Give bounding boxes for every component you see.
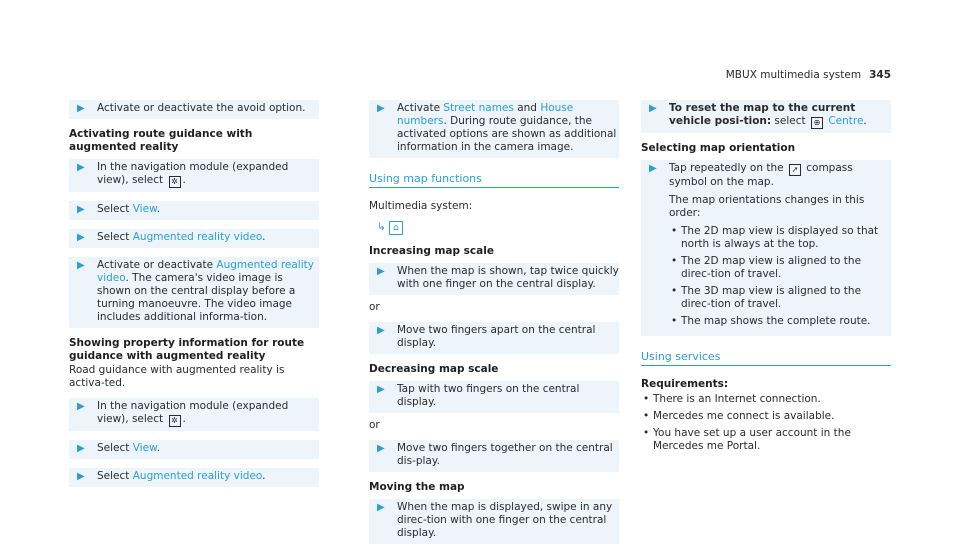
list-item: • The map shows the complete route. <box>669 315 891 328</box>
step: ▶ Select View. <box>69 440 319 459</box>
list-item: • The 2D map view is aligned to the direc-tion of travel. <box>669 255 891 281</box>
heading: Decreasing map scale <box>369 363 499 375</box>
compass-icon: ➚ <box>789 164 801 176</box>
step-arrow-icon: ▶ <box>77 232 85 243</box>
street-names-link[interactable]: Street names <box>443 102 514 114</box>
multimedia-system-label: Multimedia system: <box>369 200 473 212</box>
step: ▶ Select Augmented reality video. <box>69 229 319 248</box>
column-3 <box>641 100 891 457</box>
augmented-reality-video-link[interactable]: Augmented reality video <box>132 231 263 243</box>
heading: Increasing map scale <box>369 245 494 257</box>
list-item: • The 3D map view is aligned to the direc-tion of travel. <box>669 285 891 311</box>
step: ▶ When the map is shown, tap twice quickly with one finger on the central display. <box>369 263 619 295</box>
centre-icon: ⊕ <box>811 117 823 129</box>
list-item: • The 2D map view is displayed so that north is always at the top. <box>669 225 891 251</box>
heading: Moving the map <box>369 481 465 493</box>
step: ▶ Select View. <box>69 201 319 220</box>
step: ▶ Activate Street names and House numbers. During route guidance, the activated options are shown as additional information in the camera image. <box>369 100 619 158</box>
page-header <box>726 69 891 82</box>
step-arrow-icon: ▶ <box>377 502 385 513</box>
step: ▶ Move two fingers apart on the central display. <box>369 322 619 354</box>
step: ▶ Tap with two fingers on the central display. <box>369 381 619 413</box>
step: ▶ Activate or deactivate the avoid option. <box>69 100 319 119</box>
centre-link[interactable]: Centre <box>828 115 864 127</box>
step-arrow-icon: ▶ <box>77 443 85 454</box>
requirements-heading: Requirements: <box>641 378 729 390</box>
home-icon: ⌂ <box>389 221 403 235</box>
view-link[interactable]: View <box>132 203 157 215</box>
step-arrow-icon: ▶ <box>649 103 657 114</box>
column-1 <box>69 100 319 496</box>
augmented-reality-video-link[interactable]: Augmented reality video <box>97 259 314 284</box>
step-arrow-icon: ▶ <box>77 162 85 173</box>
step-arrow-icon: ▶ <box>377 325 385 336</box>
header-title: MBUX multimedia system <box>725 69 862 81</box>
step-arrow-icon: ▶ <box>77 260 85 271</box>
step: ▶ Tap repeatedly on the ➚ compass symbol on the map. The map orientations changes in this order: • The 2D map view is displayed so that north is always at the top. • The 2D map view is aligned to the direc-tion of travel. • The 3D map view is aligned to the direc-tion of travel. • The map shows the complete route. <box>641 160 891 336</box>
settings-icon: ✲ <box>169 176 181 188</box>
step-arrow-icon: ▶ <box>77 471 85 482</box>
settings-icon: ✲ <box>169 415 181 427</box>
step-arrow-icon: ▶ <box>377 266 385 277</box>
step: ▶ Select Augmented reality video. <box>69 468 319 487</box>
page-number: 345 <box>869 69 891 81</box>
paragraph: Road guidance with augmented reality is activa-ted. <box>69 364 285 389</box>
step: ▶ In the navigation module (expanded view), select ✲ . <box>69 398 319 431</box>
step: ▶ Activate or deactivate Augmented reality video. The camera's video image is shown on the central display before a turning manoeuvre. The video image includes additional informa-tion. <box>69 257 319 328</box>
heading: Showing property information for route guidance with augmented reality <box>69 337 305 362</box>
step-arrow-icon: ▶ <box>77 103 85 114</box>
or-text: or <box>369 301 380 313</box>
section-heading: Using map functions <box>369 172 619 188</box>
step: ▶ Move two fingers together on the central dis-play. <box>369 440 619 472</box>
step: ▶ When the map is displayed, swipe in any direc-tion with one finger on the central display. <box>369 499 619 544</box>
step: ▶ To reset the map to the current vehicle posi-tion: select ⊕ Centre. <box>641 100 891 133</box>
step: ▶ In the navigation module (expanded view), select ✲ . <box>69 159 319 192</box>
step-arrow-icon: ▶ <box>77 401 85 412</box>
menu-path <box>377 221 619 235</box>
house-numbers-link[interactable]: House numbers <box>397 102 574 127</box>
heading: Activating route guidance with augmented reality <box>69 128 253 153</box>
step-arrow-icon: ▶ <box>377 103 385 114</box>
section-heading: Using services <box>641 350 891 366</box>
heading: Selecting map orientation <box>641 142 796 154</box>
list-item: • There is an Internet connection. <box>641 393 891 406</box>
column-2 <box>369 100 619 553</box>
step-arrow-icon: ▶ <box>377 384 385 395</box>
list-item: • You have set up a user account in the Mercedes me Portal. <box>641 427 891 453</box>
step-arrow-icon: ▶ <box>649 163 657 174</box>
or-text: or <box>369 419 380 431</box>
step-arrow-icon: ▶ <box>77 204 85 215</box>
step-arrow-icon: ▶ <box>377 443 385 454</box>
view-link[interactable]: View <box>132 442 157 454</box>
list-item: • Mercedes me connect is available. <box>641 410 891 423</box>
augmented-reality-video-link[interactable]: Augmented reality video <box>132 470 263 482</box>
path-arrow-icon: ↳ <box>377 221 386 233</box>
